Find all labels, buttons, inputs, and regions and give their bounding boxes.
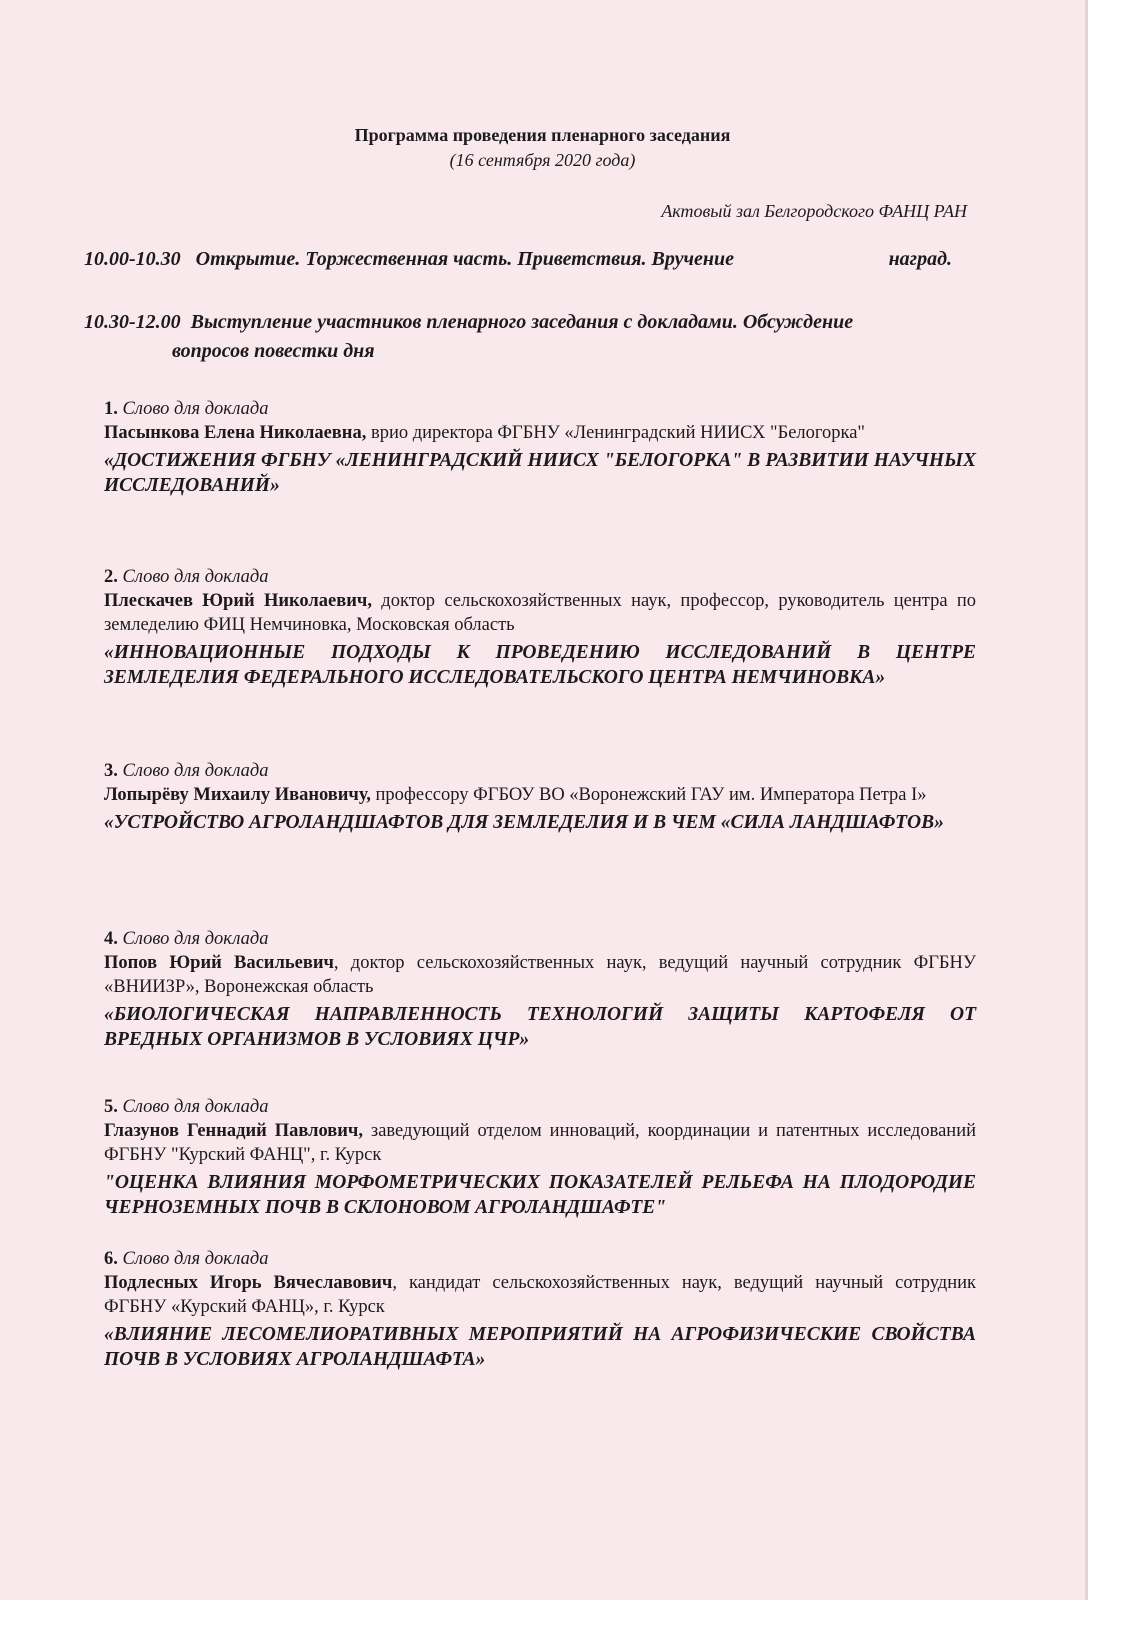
report-topic: "ОЦЕНКА ВЛИЯНИЯ МОРФОМЕТРИЧЕСКИХ ПОКАЗАТЕЛЕЙ РЕЛЬЕФА НА ПЛОДОРОДИЕ ЧЕРНОЗЕМНЫХ ПОЧВ В СКЛОНОВОМ АГРОЛАНДШАФТЕ" bbox=[104, 1172, 976, 1218]
report-number: 1. bbox=[104, 399, 118, 419]
report-speaker bbox=[104, 783, 976, 807]
speaker-info: доктор сельскохозяйственных наук, профессор, руководитель центра по земледелию ФИЦ Немчиновка, Московская область bbox=[104, 591, 976, 635]
schedule-time: 10.30-12.00 bbox=[84, 311, 181, 333]
schedule-text-end: наград. bbox=[888, 248, 952, 270]
meeting-venue: Актовый зал Белгородского ФАНЦ РАН bbox=[661, 201, 967, 221]
report-topic: «ДОСТИЖЕНИЯ ФГБНУ «ЛЕНИНГРАДСКИЙ НИИСХ "БЕЛОГОРКА" В РАЗВИТИИ НАУЧНЫХ ИССЛЕДОВАНИЙ» bbox=[104, 450, 976, 496]
schedule-text: Выступление участников пленарного заседания с докладами. Обсуждение bbox=[190, 311, 854, 333]
report-item bbox=[104, 397, 976, 498]
report-item bbox=[104, 565, 976, 690]
speaker-info: , кандидат сельскохозяйственных наук, ведущий научный сотрудник ФГБНУ «Курский ФАНЦ», г. Курск bbox=[104, 1273, 976, 1317]
report-topic: «УСТРОЙСТВО АГРОЛАНДШАФТОВ ДЛЯ ЗЕМЛЕДЕЛИЯ И В ЧЕМ «СИЛА ЛАНДШАФТОВ» bbox=[104, 812, 944, 833]
report-number: 2. bbox=[104, 567, 118, 587]
report-number: 4. bbox=[104, 929, 118, 949]
schedule-text-continuation: вопросов повестки дня bbox=[172, 340, 375, 362]
speaker-info: , доктор сельскохозяйственных наук, ведущий научный сотрудник ФГБНУ «ВНИИЗР», Воронежская область bbox=[104, 953, 976, 997]
speaker-info: врио директора ФГБНУ «Ленинградский НИИСХ "Белогорка" bbox=[370, 423, 865, 443]
report-item bbox=[104, 1095, 976, 1220]
report-heading: Слово для доклада bbox=[122, 399, 269, 419]
speaker-info: заведующий отделом инноваций, координации и патентных исследований ФГБНУ "Курский ФАНЦ", г. Курск bbox=[104, 1121, 976, 1165]
report-topic: «ВЛИЯНИЕ ЛЕСОМЕЛИОРАТИВНЫХ МЕРОПРИЯТИЙ НА АГРОФИЗИЧЕСКИЕ СВОЙСТВА ПОЧВ В УСЛОВИЯХ АГРОЛАНДШАФТА» bbox=[104, 1324, 976, 1370]
report-item bbox=[104, 1247, 976, 1372]
report-heading: Слово для доклада bbox=[122, 567, 269, 587]
report-item bbox=[104, 927, 976, 1052]
speaker-name: Попов Юрий Васильевич bbox=[104, 953, 334, 973]
speaker-name: Подлесных Игорь Вячеславович bbox=[104, 1273, 393, 1293]
report-number: 6. bbox=[104, 1249, 118, 1269]
report-number: 3. bbox=[104, 761, 118, 781]
report-heading: Слово для доклада bbox=[122, 761, 269, 781]
report-heading: Слово для доклада bbox=[122, 929, 269, 949]
schedule-item-reports bbox=[84, 311, 853, 334]
meeting-date: (16 сентября 2020 года) bbox=[449, 150, 636, 170]
schedule-item-opening bbox=[84, 248, 952, 271]
report-item bbox=[104, 759, 976, 835]
speaker-name: Лопырёву Михаилу Ивановичу, bbox=[104, 785, 371, 805]
report-speaker bbox=[104, 1271, 976, 1319]
report-number: 5. bbox=[104, 1097, 118, 1117]
report-heading: Слово для доклада bbox=[122, 1249, 269, 1269]
schedule-time: 10.00-10.30 bbox=[84, 248, 181, 270]
report-speaker bbox=[104, 1119, 976, 1167]
report-heading: Слово для доклада bbox=[122, 1097, 269, 1117]
report-speaker bbox=[104, 421, 976, 445]
report-topic: «БИОЛОГИЧЕСКАЯ НАПРАВЛЕННОСТЬ ТЕХНОЛОГИЙ ЗАЩИТЫ КАРТОФЕЛЯ ОТ ВРЕДНЫХ ОРГАНИЗМОВ В УСЛОВИЯХ ЦЧР» bbox=[104, 1004, 976, 1050]
speaker-name: Пасынкова Елена Николаевна, bbox=[104, 423, 367, 443]
speaker-info: профессору ФГБОУ ВО «Воронежский ГАУ им. Императора Петра I» bbox=[375, 785, 927, 805]
schedule-text: Открытие. Торжественная часть. Приветствия. Вручение bbox=[195, 248, 734, 270]
speaker-name: Глазунов Геннадий Павлович, bbox=[104, 1121, 363, 1141]
report-speaker bbox=[104, 589, 976, 637]
report-topic: «ИННОВАЦИОННЫЕ ПОДХОДЫ К ПРОВЕДЕНИЮ ИССЛЕДОВАНИЙ В ЦЕНТРЕ ЗЕМЛЕДЕЛИЯ ФЕДЕРАЛЬНОГО ИССЛЕДОВАТЕЛЬСКОГО ЦЕНТРА НЕМЧИНОВКА» bbox=[104, 642, 976, 688]
speaker-name: Плескачев Юрий Николаевич, bbox=[104, 591, 372, 611]
report-speaker bbox=[104, 951, 976, 999]
page-title: Программа проведения пленарного заседания bbox=[354, 125, 731, 145]
